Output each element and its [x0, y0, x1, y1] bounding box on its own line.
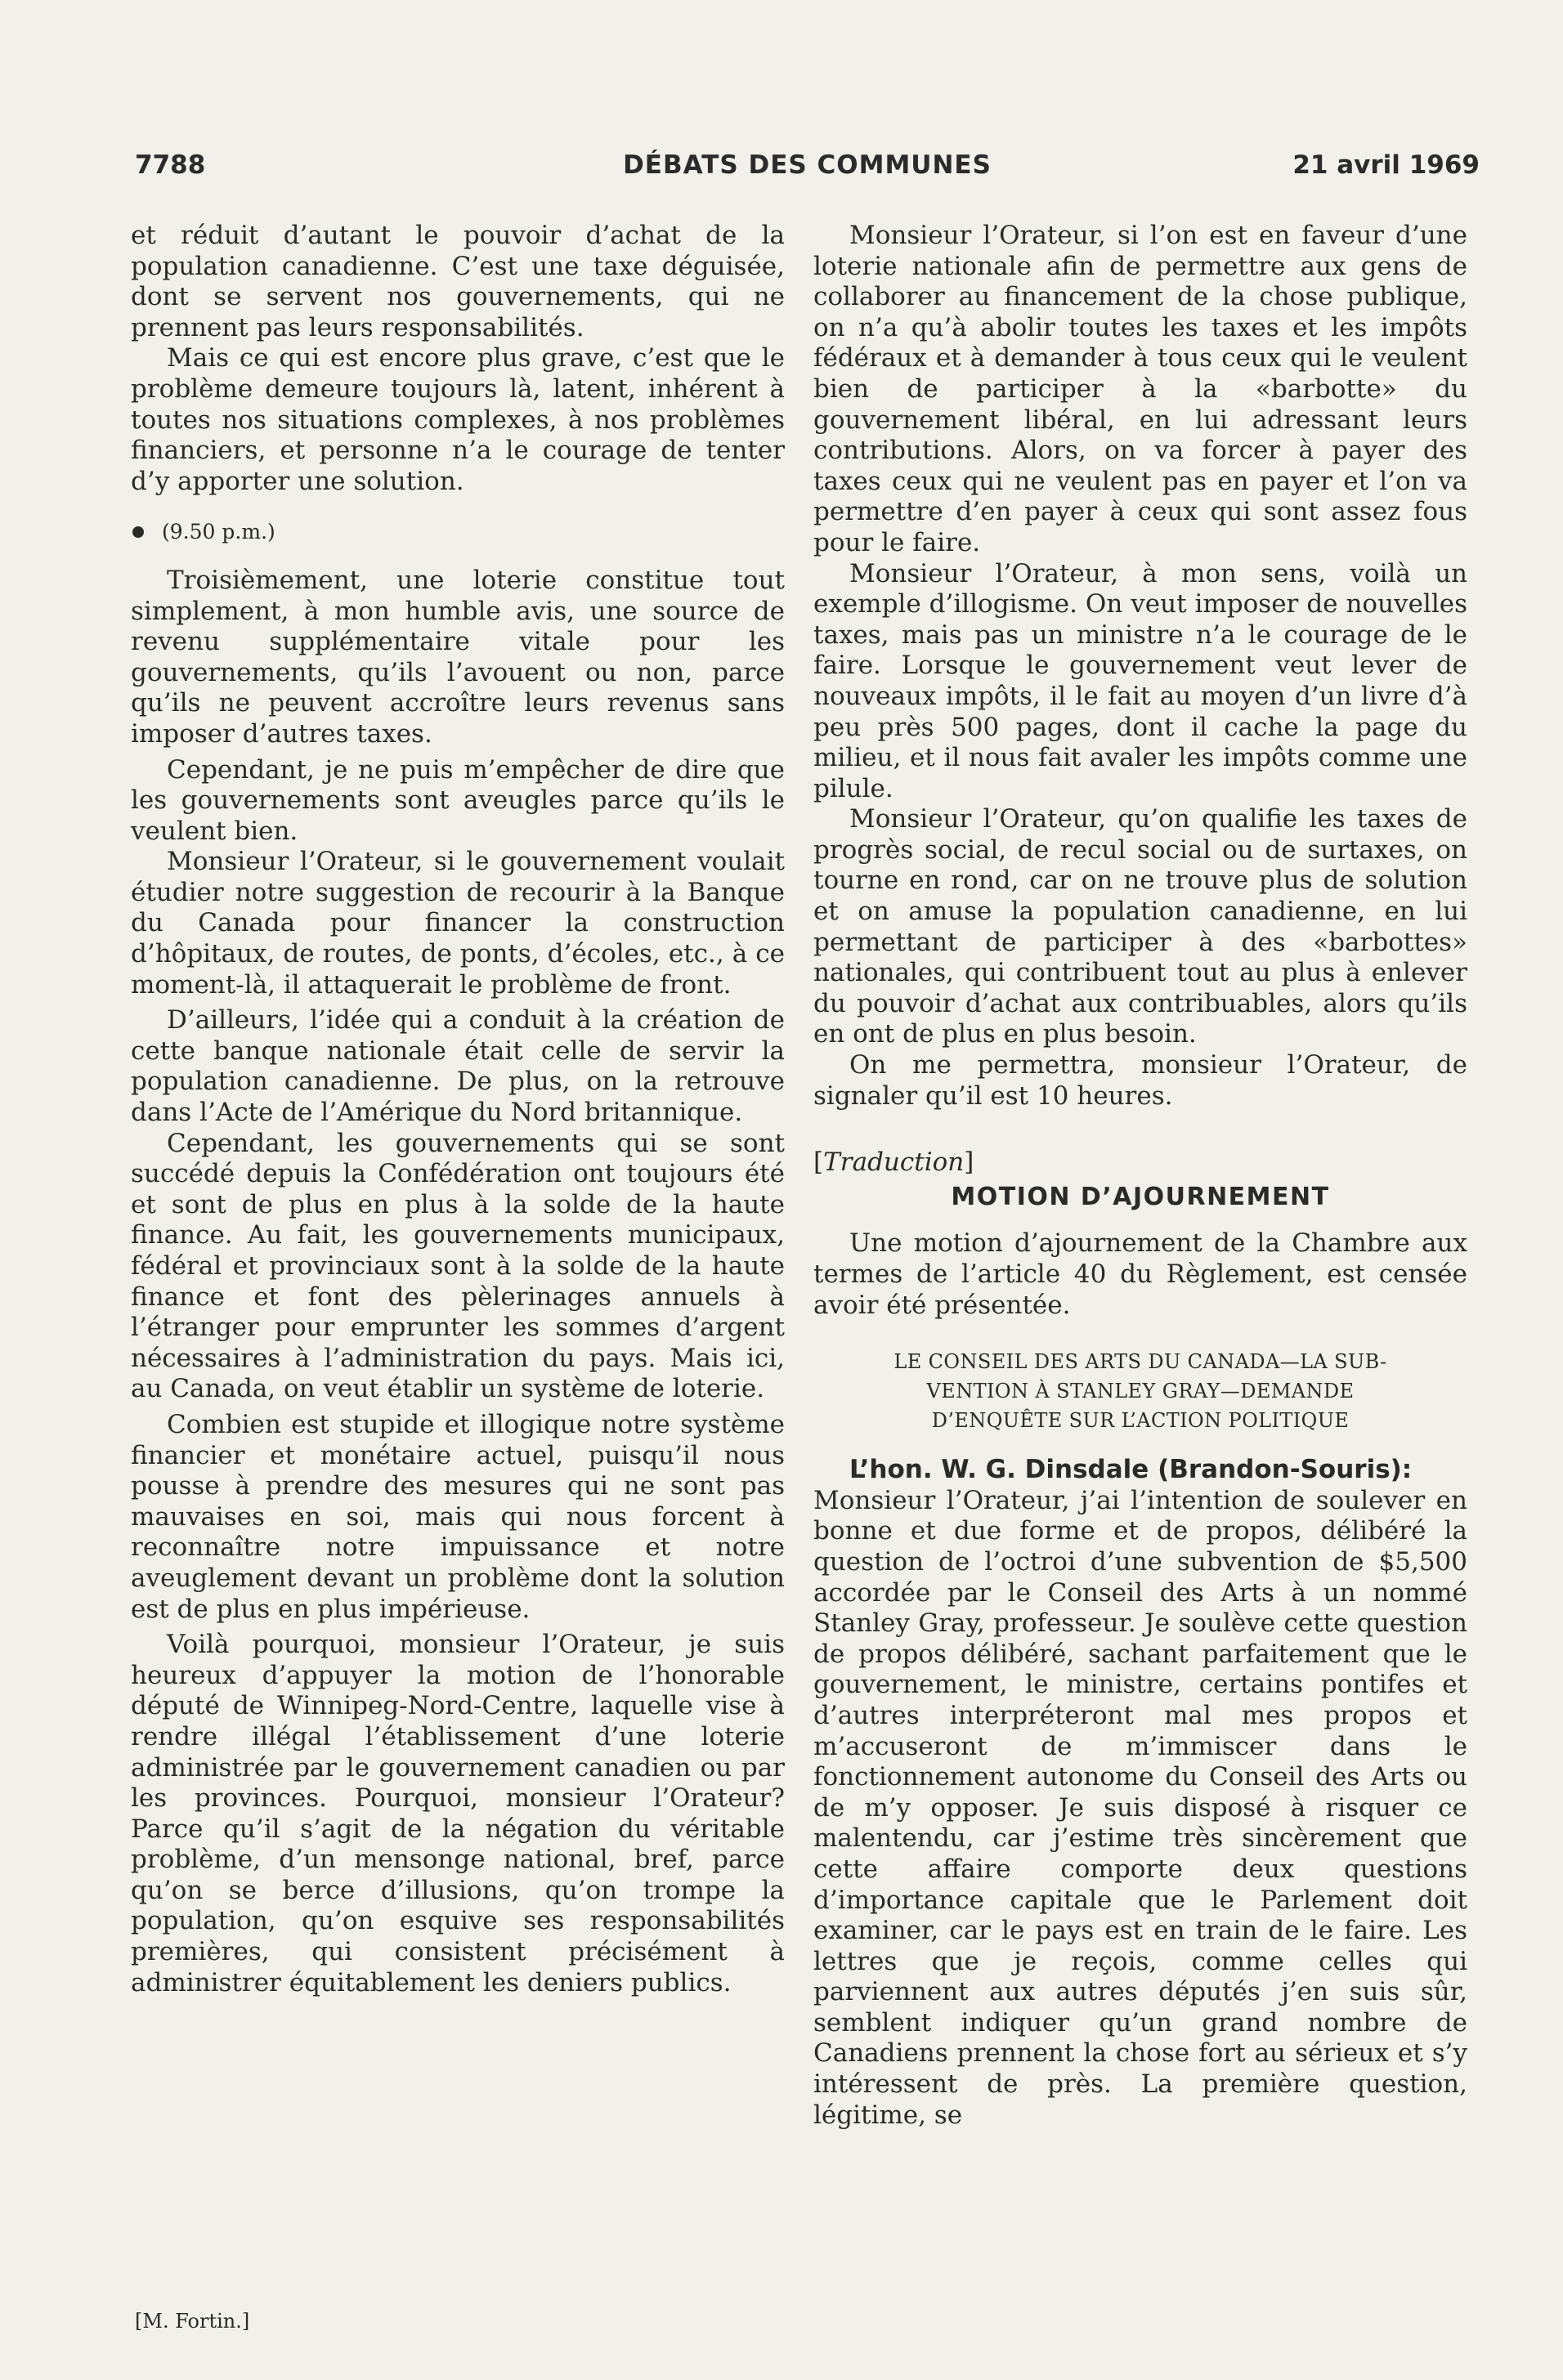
paragraph: Troisièmement, une loterie constitue tout simplement, à mon humble avis, une source de revenu supplémentaire vitale pour les gouvernements, qu’ils l’avouent ou non, parce qu’ils ne peuvent accroître leurs revenus sans imposer d’autres taxes.: [131, 565, 785, 749]
section-heading: MOTION D’AJOURNEMENT: [951, 1182, 1330, 1211]
paragraph: D’ailleurs, l’idée qui a conduit à la création de cette banque nationale était celle de servir la population canadienne. De plus, on la retrouve dans l’Acte de l’Amérique du Nord britannique.: [131, 1005, 785, 1128]
translation-note: [Traduction]: [813, 1148, 974, 1178]
paragraph: Cependant, je ne puis m’empêcher de dire que les gouvernements sont aveugles parce qu’ils le veulent bien.: [131, 754, 785, 846]
running-header: [135, 150, 1480, 191]
paragraph: Monsieur l’Orateur, si l’on est en faveur d’une loterie nationale afin de permettre aux gens de collaborer au financement de la chose publique, on n’a qu’à abolir toutes les taxes et les impôts fédéraux et à demander à tous ceux qui le veulent bien de participer à la «barbotte» du gouvernement libéral, en lui adressant leurs contributions. Alors, on va forcer à payer des taxes ceux qui ne veulent pas en payer et l’on va permettre d’en payer à ceux qui sont assez fous pour le faire.: [813, 221, 1467, 557]
time-marker-text: (9.50 p.m.): [162, 520, 275, 544]
speaker-name: L’hon. W. G. Dinsdale (Brandon-Souris):: [849, 1455, 1413, 1485]
subject-heading: [813, 1347, 1467, 1435]
translation-label: Traduction: [823, 1148, 965, 1178]
paragraph: Monsieur l’Orateur, j’ai l’intention de soulever en bonne et due forme et de propos, délibéré la question de l’octroi d’une subvention de $5,500 accordée par le Conseil des Arts à un nommé Stanley Gray, professeur. Je soulève cette question de propos délibéré, sachant parfaitement que le gouvernement, le ministre, certains pontifes et d’autres interpréteront mal mes propos et m’accuseront de m’immiscer dans le fonctionnement autonome du Conseil des Arts ou de m’y opposer. Je suis disposé à risquer ce malentendu, car j’estime très sincèrement que cette affaire comporte deux questions d’importance capitale que le Parlement doit examiner, car le pays est en train de le faire. Les lettres que je reçois, comme celles qui parviennent aux autres députés j’en suis sûr, semblent indiquer qu’un grand nombre de Canadiens prennent la chose fort au sérieux et s’y intéressent de près. La première question, légitime, se: [813, 1485, 1467, 2130]
paragraph: Monsieur l’Orateur, qu’on qualifie les taxes de progrès social, de recul social ou de surtaxes, on tourne en rond, car on ne trouve plus de solution et on amuse la population canadienne, en lui permettant de participer à des «barbottes» nationales, qui contribuent tout au plus à enlever du pouvoir d’achat aux contribuables, alors qu’ils en ont de plus en plus besoin.: [813, 804, 1467, 1049]
right-column: [813, 221, 1467, 2131]
left-column: [131, 221, 785, 1998]
paragraph: On me permettra, monsieur l’Orateur, de signaler qu’il est 10 heures.: [813, 1050, 1467, 1111]
subject-line: VENTION À STANLEY GRAY—DEMANDE: [926, 1380, 1355, 1403]
subject-line: LE CONSEIL DES ARTS DU CANADA—LA SUB-: [893, 1350, 1387, 1374]
paragraph: et réduit d’autant le pouvoir d’achat de la population canadienne. C’est une taxe déguisée, dont se servent nos gouvernements, qui ne prennent pas leurs responsabilités.: [131, 221, 785, 342]
page-number: 7788: [135, 150, 206, 180]
bullet-icon: [132, 526, 144, 538]
publication-title: DÉBATS DES COMMUNES: [623, 150, 992, 180]
time-marker: [131, 517, 785, 548]
paragraph: Une motion d’ajournement de la Chambre aux termes de l’article 40 du Règlement, est censée avoir été présentée.: [813, 1228, 1467, 1320]
paragraph: Monsieur l’Orateur, si le gouvernement voulait étudier notre suggestion de recourir à la Banque du Canada pour financer la construction d’hôpitaux, de routes, de ponts, d’écoles, etc., à ce moment-là, il attaquerait le problème de front.: [131, 847, 785, 1000]
sitting-date: 21 avril 1969: [1292, 150, 1480, 180]
paragraph: Voilà pourquoi, monsieur l’Orateur, je suis heureux d’appuyer la motion de l’honorable député de Winnipeg-Nord-Centre, laquelle vise à rendre illégal l’établissement d’une loterie administrée par le gouvernement canadien ou par les provinces. Pourquoi, monsieur l’Orateur? Parce qu’il s’agit de la négation du véritable problème, d’un mensonge national, bref, parce qu’on se berce d’illusions, qu’on trompe la population, qu’on esquive ses responsabilités premières, qui consistent précisément à administrer équitablement les deniers publics.: [131, 1630, 785, 1998]
paragraph: Monsieur l’Orateur, à mon sens, voilà un exemple d’illogisme. On veut imposer de nouvelles taxes, mais pas un ministre n’a le courage de le faire. Lorsque le gouvernement veut lever de nouveaux impôts, il le fait au moyen d’un livre d’à peu près 500 pages, dont il cache la page du milieu, et il nous fait avaler les impôts comme une pilule.: [813, 558, 1467, 803]
paragraph: Cependant, les gouvernements qui se sont succédé depuis la Confédération ont toujours été et sont de plus en plus à la solde de la haute finance. Au fait, les gouvernements municipaux, fédéral et provinciaux sont à la solde de la haute finance et font des pèlerinages annuels à l’étranger pour emprunter les sommes d’argent nécessaires à l’administration du pays. Mais ici, au Canada, on veut établir un système de loterie.: [131, 1128, 785, 1404]
paragraph: Mais ce qui est encore plus grave, c’est que le problème demeure toujours là, latent, inhérent à toutes nos situations complexes, à nos problèmes financiers, et personne n’a le courage de tenter d’y apporter une solution.: [131, 343, 785, 496]
subject-line: D’ENQUÊTE SUR L’ACTION POLITIQUE: [931, 1409, 1350, 1433]
speech-paragraph: [813, 1455, 1467, 1486]
speaker-signature: [M. Fortin.]: [135, 2310, 250, 2333]
paragraph: Combien est stupide et illogique notre système financier et monétaire actuel, puisqu’il nous pousse à prendre des mesures qui ne sont pas mauvaises en soi, mais qui nous forcent à reconnaître notre impuissance et notre aveuglement devant un problème dont la solution est de plus en plus impérieuse.: [131, 1409, 785, 1624]
